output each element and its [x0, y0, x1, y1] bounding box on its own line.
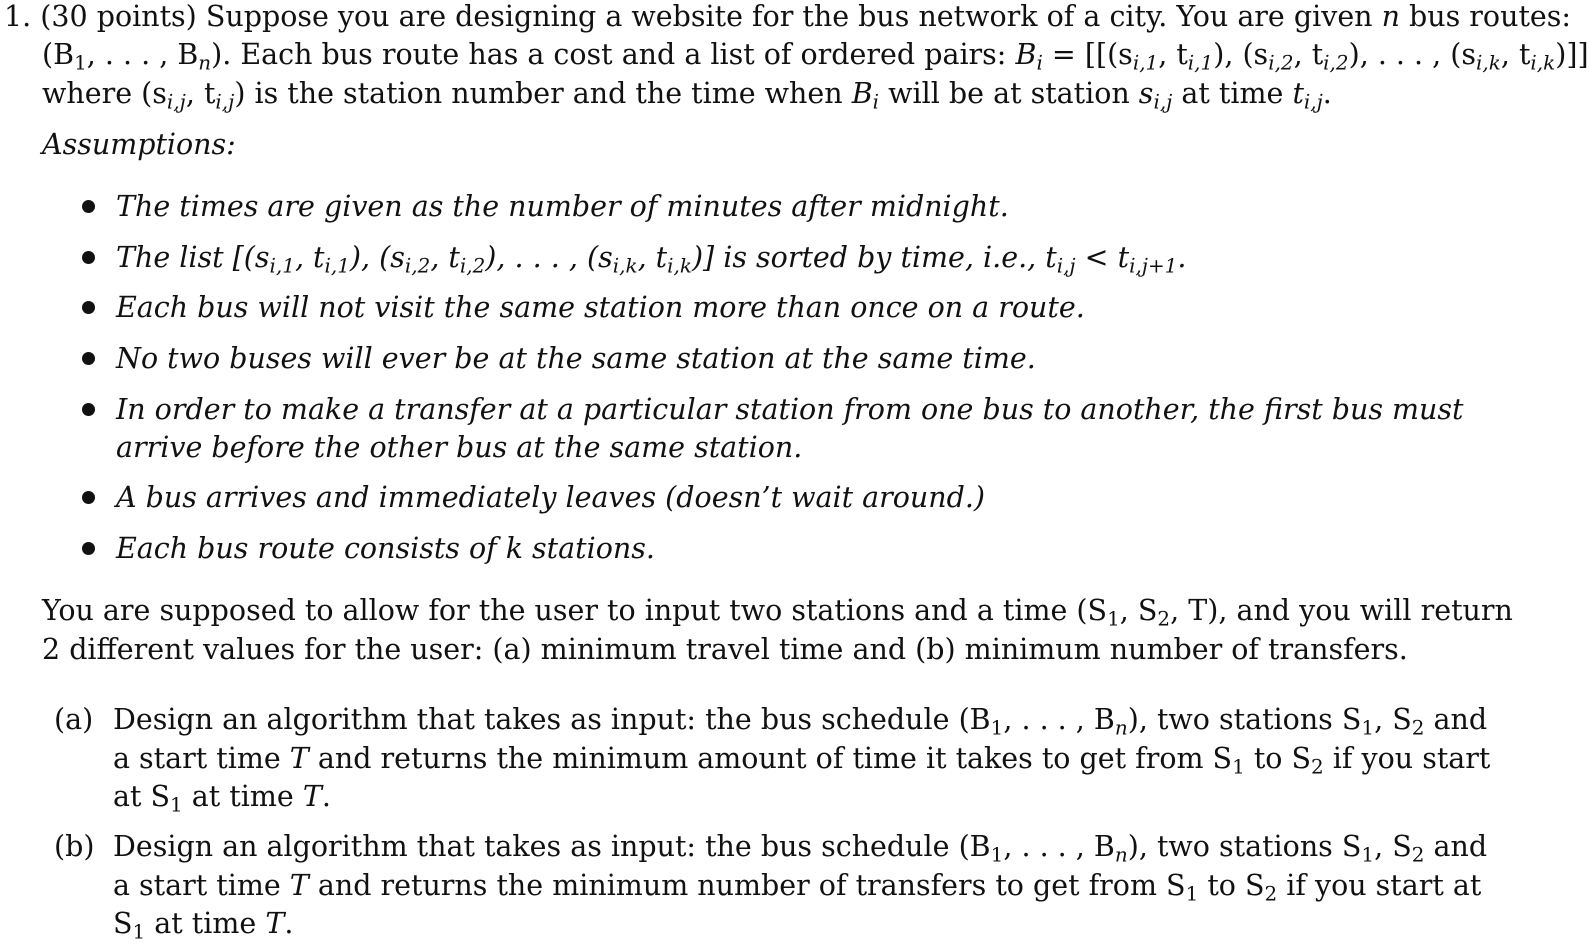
- subscript: 1: [1361, 842, 1375, 867]
- part-text: S: [113, 907, 133, 940]
- subscript: i,j: [1153, 89, 1173, 114]
- math-text: = [[(s: [1042, 38, 1133, 71]
- assumption-part: stations.: [523, 532, 655, 565]
- math-text: t: [1292, 77, 1304, 110]
- task-text: , T), and you will return: [1170, 594, 1513, 627]
- assumption-part: , t: [637, 241, 668, 274]
- intro-text: at time: [1172, 77, 1293, 110]
- subscript: 2: [1157, 606, 1171, 631]
- task-line-2: 2 different values for the user: (a) minimum travel time and (b) minimum number of transfers.: [42, 633, 1408, 666]
- math-text: )]]: [1555, 38, 1589, 71]
- assumptions-heading: Assumptions:: [42, 128, 236, 161]
- subscript: i,2: [1268, 50, 1294, 75]
- subscript: n: [1114, 715, 1128, 740]
- part-text: at time: [145, 907, 266, 940]
- part-a-label: (a): [54, 703, 94, 736]
- part-text: , S: [1374, 703, 1412, 736]
- subscript: i,2: [404, 253, 431, 278]
- part-text: ), two stations S: [1127, 703, 1362, 736]
- part-text: , . . . , B: [1003, 703, 1115, 736]
- subscript: i,1: [324, 253, 350, 278]
- part-text: if you start: [1323, 742, 1491, 775]
- assumption-part: .: [1177, 241, 1187, 274]
- subscript: i,k: [1530, 50, 1556, 75]
- subscript: i,j: [166, 89, 186, 114]
- part-a-line-1: [113, 703, 1488, 740]
- assumption-part: , t: [294, 241, 325, 274]
- subscript: i,j: [215, 89, 235, 114]
- subscript: 1: [170, 792, 183, 817]
- part-text: Design an algorithm that takes as input: the bus schedule (B: [113, 830, 991, 863]
- subscript: i,2: [1323, 50, 1349, 75]
- part-text: , . . . , B: [1003, 830, 1115, 863]
- subscript: i,k: [667, 253, 692, 278]
- subscript: i,2: [459, 253, 486, 278]
- intro-text: bus routes:: [1399, 0, 1571, 33]
- math-T: T: [265, 907, 285, 940]
- problem-line-1: [4, 0, 1571, 33]
- subscript: 2: [1411, 842, 1425, 867]
- intro-text: ) is the station number and the time when: [234, 77, 852, 110]
- assumption-text: [116, 241, 1187, 278]
- part-text: to S: [1198, 869, 1265, 902]
- assumption-text: [116, 532, 655, 565]
- subscript: 1: [1107, 606, 1120, 631]
- math-text: s: [1138, 77, 1154, 110]
- math-text: , t: [1158, 38, 1188, 71]
- subscript: i,k: [1476, 50, 1501, 75]
- part-text: .: [284, 907, 294, 940]
- assumption-text: The times are given as the number of minutes after midnight.: [116, 190, 1009, 223]
- subscript: i,1: [1187, 50, 1214, 75]
- subscript: i: [872, 89, 880, 114]
- part-b-label: (b): [54, 830, 95, 863]
- math-text: ), (s: [1213, 38, 1269, 71]
- part-text: and: [1424, 703, 1488, 736]
- math-T: T: [302, 780, 322, 813]
- math-k: k: [505, 532, 523, 565]
- math-text: , t: [1293, 38, 1324, 71]
- part-a-line-3: [113, 780, 331, 817]
- assumption-part: )] is sorted by time, i.e., t: [691, 241, 1057, 274]
- part-text: if you start at: [1277, 869, 1482, 902]
- subscript: i,j: [1303, 89, 1323, 114]
- intro-text: Suppose you are designing a website for the bus network of a city. You are given: [205, 0, 1382, 33]
- math-text: (B: [42, 38, 75, 71]
- subscript: i,1: [269, 253, 295, 278]
- part-text: ), two stations S: [1127, 830, 1362, 863]
- part-text: and returns the minimum amount of time it takes to get from S: [308, 742, 1233, 775]
- assumption-part: ), . . . , (s: [485, 241, 613, 274]
- subscript: 1: [990, 842, 1004, 867]
- part-text: at S: [113, 780, 171, 813]
- assumption-part: , t: [430, 241, 460, 274]
- assumption-text: arrive before the other bus at the same station.: [116, 431, 803, 464]
- task-line-1: [42, 594, 1513, 631]
- subscript: i,j: [1056, 253, 1076, 278]
- problem-line-2: [42, 38, 1589, 75]
- intro-text: ). Each bus route has a cost and a list of ordered pairs:: [211, 38, 1016, 71]
- math-text: B: [1015, 38, 1037, 71]
- assumption-part: The list [(s: [116, 241, 270, 274]
- subscript: n: [1114, 842, 1128, 867]
- subscript: 1: [132, 919, 146, 944]
- part-text: , S: [1374, 830, 1412, 863]
- subscript: 1: [990, 715, 1004, 740]
- intro-text: where (s: [42, 77, 167, 110]
- part-text: at time: [182, 780, 303, 813]
- math-text: ), . . . , (s: [1348, 38, 1477, 71]
- assumption-text: A bus arrives and immediately leaves (doesn’t wait around.): [116, 481, 986, 514]
- assumption-part: Each bus route consists of: [116, 532, 506, 565]
- part-b-line-1: [113, 830, 1488, 867]
- part-text: and: [1424, 830, 1488, 863]
- subscript: 1: [1232, 754, 1245, 779]
- part-text: .: [321, 780, 331, 813]
- subscript: i,1: [1132, 50, 1159, 75]
- problem-points: (30 points): [40, 0, 197, 33]
- intro-text: will be at station: [879, 77, 1139, 110]
- problem-line-3: [42, 77, 1332, 114]
- part-b-line-3: [113, 907, 294, 944]
- part-text: a start time: [113, 869, 290, 902]
- subscript: 1: [74, 50, 87, 75]
- part-text: a start time: [113, 742, 290, 775]
- math-text: , t: [1500, 38, 1531, 71]
- math-text: , t: [185, 77, 216, 110]
- subscript: 2: [1264, 881, 1278, 906]
- math-text: , . . . , B: [86, 38, 199, 71]
- math-n: n: [1381, 0, 1400, 33]
- subscript: 1: [1185, 881, 1199, 906]
- math-T: T: [289, 742, 309, 775]
- subscript: 2: [1311, 754, 1324, 779]
- part-text: and returns the minimum number of transfers to get from S: [308, 869, 1186, 902]
- math-T: T: [289, 869, 309, 902]
- subscript: i,j+1: [1129, 253, 1178, 278]
- subscript: 1: [1361, 715, 1375, 740]
- assumption-part: ), (s: [349, 241, 405, 274]
- subscript: i,k: [612, 253, 638, 278]
- assumption-text: Each bus will not visit the same station more than once on a route.: [116, 291, 1085, 324]
- problem-number: 1.: [4, 0, 32, 33]
- assumption-text: No two buses will ever be at the same station at the same time.: [116, 342, 1036, 375]
- assumption-part: < t: [1075, 241, 1130, 274]
- subscript: i: [1036, 50, 1043, 75]
- assumption-text: In order to make a transfer at a particular station from one bus to another, the first bus must: [116, 393, 1464, 426]
- part-text: Design an algorithm that takes as input: the bus schedule (B: [113, 703, 991, 736]
- part-text: to S: [1244, 742, 1312, 775]
- subscript: 2: [1411, 715, 1425, 740]
- task-text: , S: [1119, 594, 1158, 627]
- part-a-line-2: [113, 742, 1491, 779]
- math-text: B: [851, 77, 873, 110]
- subscript: n: [198, 50, 212, 75]
- intro-text: .: [1322, 77, 1332, 110]
- part-b-line-2: [113, 869, 1482, 906]
- task-text: You are supposed to allow for the user to input two stations and a time (S: [42, 594, 1108, 627]
